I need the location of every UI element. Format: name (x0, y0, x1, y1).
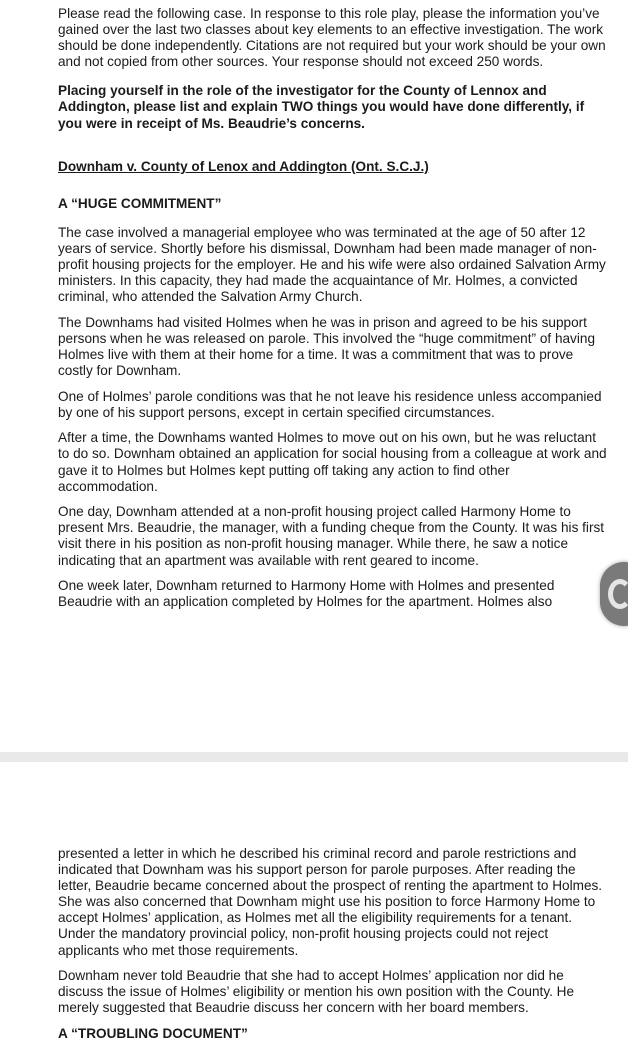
page-2-content (58, 846, 610, 1052)
page-1-content (58, 6, 610, 620)
body-paragraph: presented a letter in which he described his criminal record and parole restrictions and indicated that Downham was his support person for parole purposes. After reading the letter, Beaudrie became concerned about the prospect of renting the apartment to Holmes. She was also concerned that Downham might use his position to force Harmony Home to accept Holmes’ application, as Holmes met all the eligibility requirements for a tenant. Under the mandatory provincial policy, non-profit housing projects could not reject applicants who met those requirements. (58, 846, 603, 958)
body-paragraph: After a time, the Downhams wanted Holmes to move out on his own, but he was reluctant to do so. Downham obtained an application for social housing from a colleague at work and gave it to Holmes but Holmes kept putting off taking any action to find other accommodation. (58, 430, 607, 494)
intro-paragraph: Please read the following case. In response to this role play, please the information you’ve gained over the last two classes about key elements to an effective investigation. The work should be done independently. Citations are not required but your work should be your own and not copied from other sources. Your response should not exceed 250 words. (58, 6, 606, 70)
section-heading-troubling-document: A “TROUBLING DOCUMENT” (58, 1025, 248, 1041)
body-paragraph: Downham never told Beaudrie that she had to accept Holmes’ application nor did he discuss the issue of Holmes’ eligibility or mention his own position with the County. He merely suggested that Beaudrie discuss her concern with her board members. (58, 968, 575, 1016)
assignment-question: Placing yourself in the role of the investigator for the County of Lennox and Addington, please list and explain TWO things you would have done differently, if you were in receipt of Ms. Beaudrie’s concerns. (58, 83, 585, 131)
document-page-2 (0, 762, 628, 1057)
case-title: Downham v. County of Lenox and Addington (Ont. S.C.J.) (58, 158, 429, 174)
section-heading-huge-commitment: A “HUGE COMMITMENT” (58, 195, 222, 211)
floating-action-button[interactable] (600, 562, 628, 626)
body-paragraph: The case involved a managerial employee who was terminated at the age of 50 after 12 years of service. Shortly before his dismissal, Downham had been made manager of non-profit housing projects for the employer. He and his wife were also ordained Salvation Army ministers. In this capacity, they had made the acquaintance of Mr. Holmes, a convicted criminal, who attended the Salvation Army Church. (58, 224, 606, 305)
loading-ring-icon (608, 579, 628, 609)
body-paragraph: One week later, Downham returned to Harmony Home with Holmes and presented Beaudrie with an application completed by Holmes for the apartment. Holmes also (58, 578, 555, 610)
body-paragraph: One of Holmes’ parole conditions was that he not leave his residence unless accompanied by one of his support persons, except in certain specified circumstances. (58, 388, 602, 420)
page-separator (0, 752, 628, 762)
body-paragraph: One day, Downham attended at a non-profit housing project called Harmony Home to present Mrs. Beaudrie, the manager, with a funding cheque from the County. It was his first visit there in his position as non-profit housing manager. While there, he saw a notice indicating that an apartment was available with rent geared to income. (58, 504, 605, 568)
body-paragraph: The Downhams had visited Holmes when he was in prison and agreed to be his support persons when he was released on parole. This involved the “huge commitment” of having Holmes live with them at their home for a time. It was a commitment that was to prove costly for Downham. (58, 314, 595, 379)
